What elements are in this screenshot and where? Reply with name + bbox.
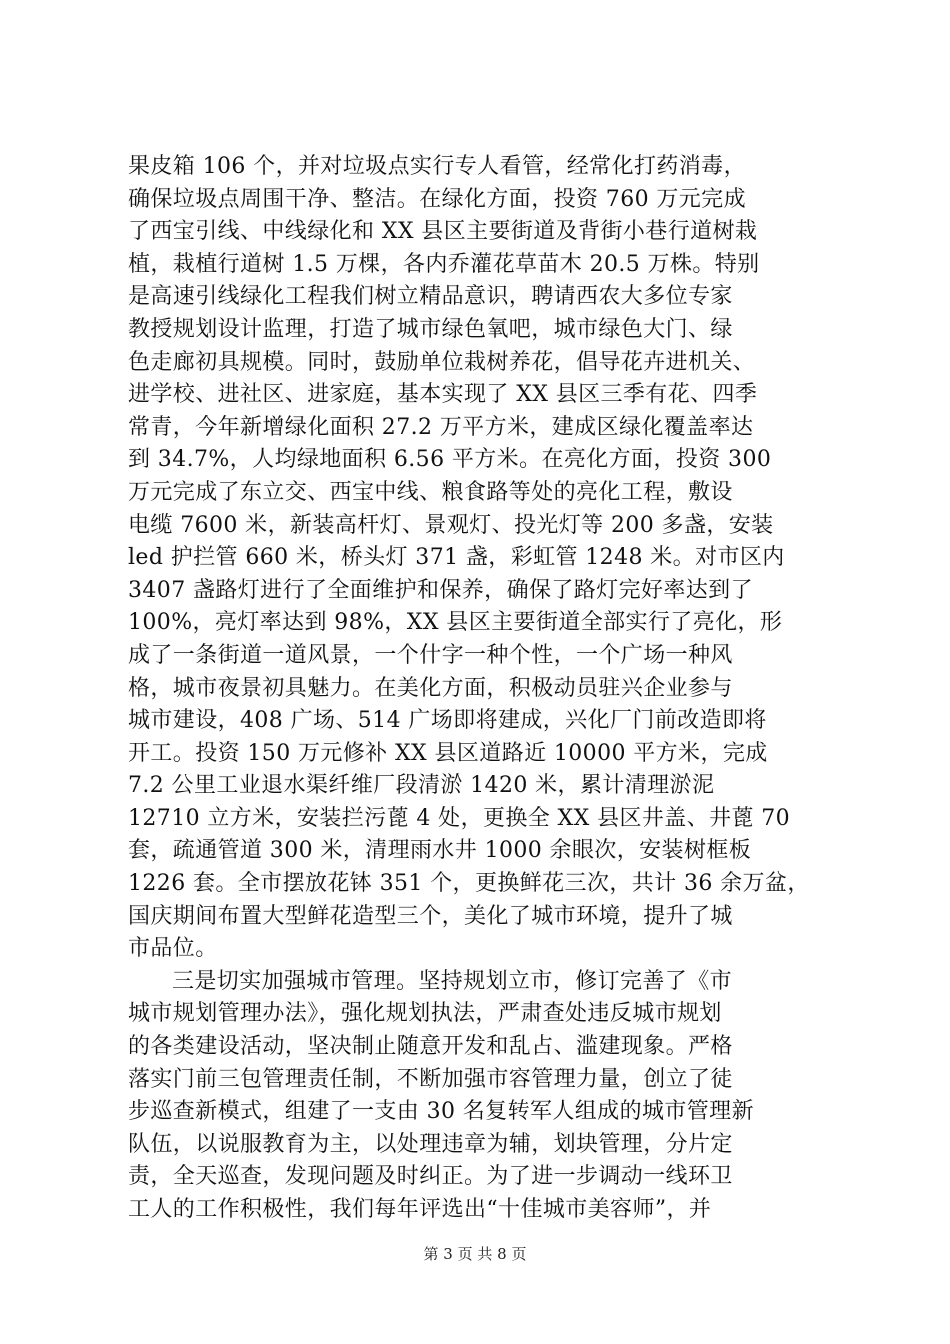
page-number-footer: 第 3 页 共 8 页 (423, 1245, 527, 1263)
text-line: 的各类建设活动，坚决制止随意开发和乱占、滥建现象。严格 (128, 1034, 733, 1060)
text-line: 植，栽植行道树 1.5 万棵，各内乔灌花草苗木 20.5 万株。特别 (128, 251, 760, 277)
text-line: 市品位。 (128, 936, 218, 962)
text-line: led 护拦管 660 米，桥头灯 371 盏，彩虹管 1248 米。对市区内 (128, 545, 785, 571)
text-line: 色走廊初具规模。同时，鼓励单位栽树养花，倡导花卉进机关、 (128, 349, 756, 375)
text-line: 是高速引线绿化工程我们树立精品意识，聘请西农大多位专家 (128, 284, 733, 310)
paragraph-start-line: 三是切实加强城市管理。坚持规划立市，修订完善了《市 (172, 968, 733, 994)
text-line: 进学校、进社区、进家庭，基本实现了 XX 县区三季有花、四季 (128, 382, 758, 408)
text-line: 果皮箱 106 个，并对垃圾点实行专人看管，经常化打药消毒， (128, 154, 746, 179)
text-line: 工人的工作积极性，我们每年评选出“十佳城市美容师”，并 (128, 1197, 712, 1222)
text-line: 套，疏通管道 300 米，清理雨水井 1000 余眼次，安装树框板 (128, 838, 752, 864)
text-line: 格，城市夜景初具魅力。在美化方面，积极动员驻兴企业参与 (128, 675, 733, 701)
text-line: 城市建设，408 广场、514 广场即将建成，兴化厂门前改造即将 (128, 708, 767, 734)
text-line: 到 34.7%，人均绿地面积 6.56 平方米。在亮化方面，投资 300 (128, 447, 772, 473)
text-line: 成了一条街道一道风景，一个什字一种个性，一个广场一种风 (128, 642, 733, 668)
text-line: 开工。投资 150 万元修补 XX 县区道路近 10000 平方米，完成 (128, 740, 768, 766)
text-line: 了西宝引线、中线绿化和 XX 县区主要街道及背街小巷行道树栽 (128, 219, 758, 245)
text-line: 7.2 公里工业退水渠纤维厂段清淤 1420 米，累计清理淤泥 (128, 773, 715, 799)
text-line: 100%，亮灯率达到 98%，XX 县区主要街道全部实行了亮化，形 (128, 610, 783, 636)
text-line: 确保垃圾点周围干净、整洁。在绿化方面，投资 760 万元完成 (128, 186, 746, 212)
text-line: 国庆期间布置大型鲜花造型三个，美化了城市环境，提升了城 (128, 903, 733, 929)
text-line: 城市规划管理办法》，强化规划执法，严肃查处违反城市规划 (128, 1001, 722, 1027)
text-line: 常青，今年新增绿化面积 27.2 万平方米，建成区绿化覆盖率达 (128, 414, 754, 440)
text-line: 电缆 7600 米，新装高杆灯、景观灯、投光灯等 200 多盏，安装 (128, 512, 774, 538)
text-line: 责，全天巡查，发现问题及时纠正。为了进一步调动一线环卫 (128, 1164, 733, 1190)
text-line: 教授规划设计监理，打造了城市绿色氧吧，城市绿色大门、绿 (128, 316, 733, 342)
text-line: 步巡查新模式，组建了一支由 30 名复转军人组成的城市管理新 (128, 1099, 754, 1125)
text-line: 落实门前三包管理责任制，不断加强市容管理力量，创立了徒 (128, 1066, 733, 1092)
text-line: 1226 套。全市摆放花钵 351 个，更换鲜花三次，共计 36 余万盆， (128, 871, 810, 897)
body-text (128, 151, 828, 1227)
text-line: 万元完成了东立交、西宝中线、粮食路等处的亮化工程，敷设 (128, 479, 733, 505)
text-line: 12710 立方米，安装拦污蓖 4 处，更换全 XX 县区井盖、井蓖 70 (128, 805, 791, 831)
text-line: 队伍，以说服教育为主，以处理违章为辅，划块管理，分片定 (128, 1131, 733, 1157)
text-line: 3407 盏路灯进行了全面维护和保养，确保了路灯完好率达到了 (128, 577, 753, 603)
